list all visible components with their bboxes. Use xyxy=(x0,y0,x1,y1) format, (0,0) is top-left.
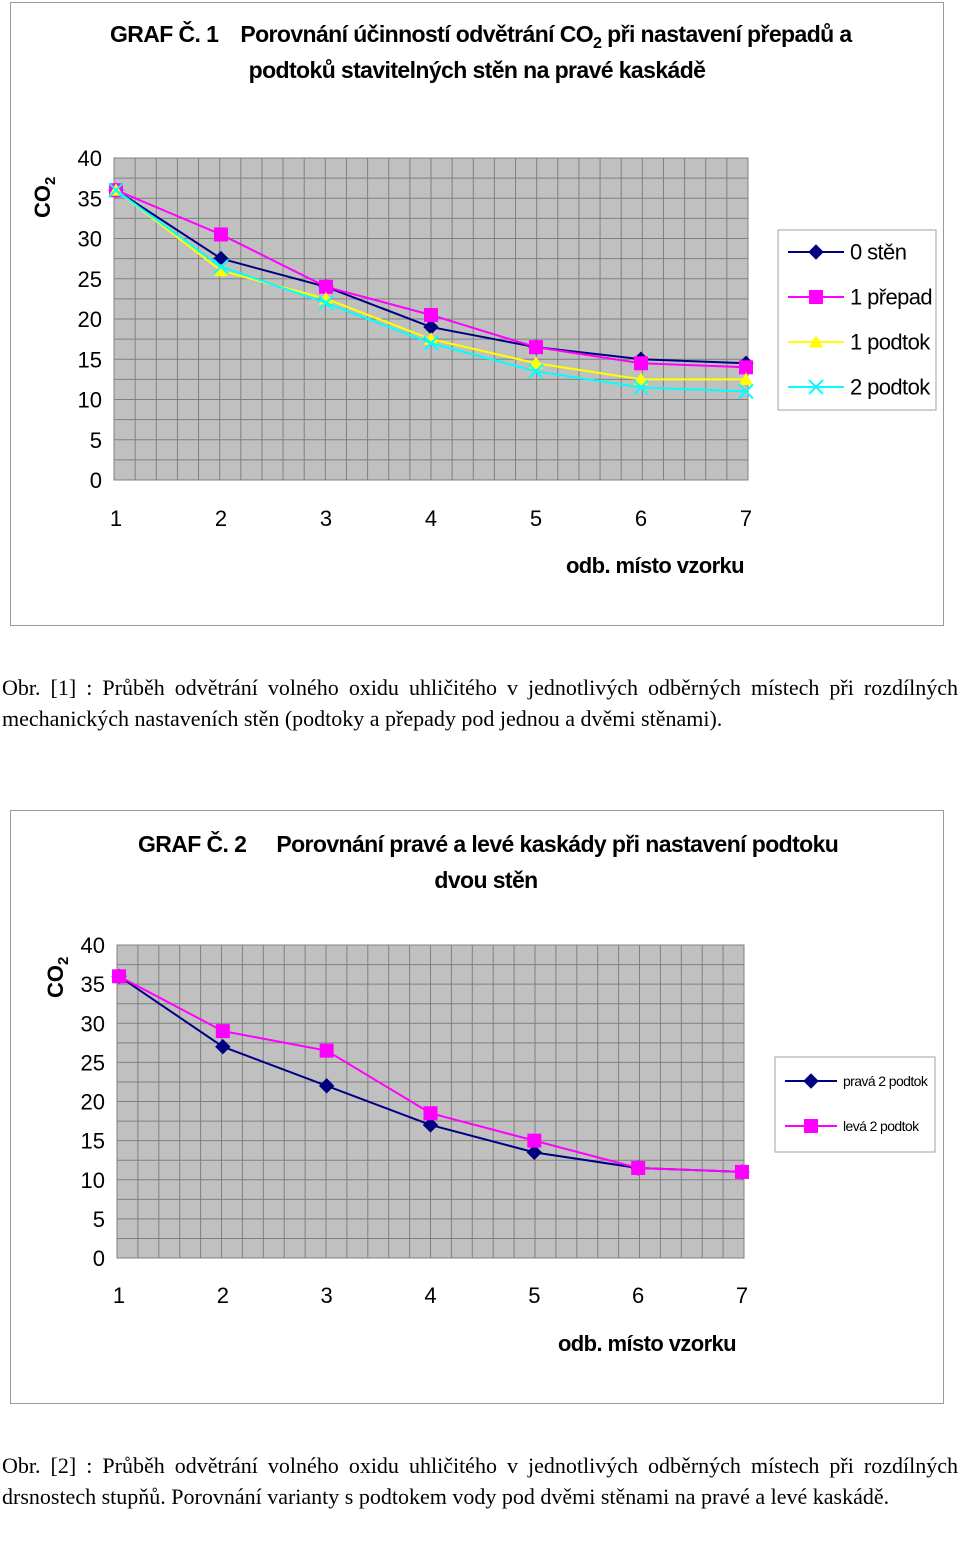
data-point-marker xyxy=(735,1165,749,1179)
caption-label: Obr. xyxy=(2,675,41,700)
x-axis-label: odb. místo vzorku xyxy=(557,1331,737,1356)
x-tick-label: 4 xyxy=(424,1283,437,1308)
x-tick-label: 5 xyxy=(529,506,543,531)
y-tick-label: 30 xyxy=(77,226,102,252)
x-tick-label: 2 xyxy=(216,1283,229,1308)
y-tick-label: 30 xyxy=(80,1011,105,1037)
y-tick-label: 10 xyxy=(80,1167,105,1193)
data-point-marker xyxy=(216,1024,230,1038)
y-tick-label: 40 xyxy=(77,146,102,171)
x-tick-label: 1 xyxy=(109,506,123,531)
x-tick-label: 5 xyxy=(528,1283,541,1308)
x-axis-label: odb. místo vzorku xyxy=(565,553,745,578)
figure-caption-2 xyxy=(2,1450,958,1512)
legend-label: 0 stěn xyxy=(850,239,907,265)
data-point-marker xyxy=(527,1134,541,1148)
legend-item xyxy=(785,1118,920,1134)
y-tick-label: 0 xyxy=(92,1246,105,1271)
legend-label: 2 podtok xyxy=(850,374,930,400)
y-tick-label: 35 xyxy=(80,972,105,998)
x-tick-label: 4 xyxy=(424,506,438,531)
y-tick-label: 15 xyxy=(77,347,102,373)
chart-title-main: Porovnání účinností odvětrání CO xyxy=(240,21,594,47)
chart-title-prefix: GRAF Č. 1 xyxy=(110,21,219,47)
x-tick-label: 3 xyxy=(319,506,333,531)
chart-title xyxy=(138,830,838,857)
y-tick-label: 20 xyxy=(77,307,102,332)
y-tick-label: 5 xyxy=(89,427,102,453)
legend-label: levá 2 podtok xyxy=(843,1117,919,1134)
caption-text: : Průběh odvětrání volného oxidu uhličitého v jednotlivých odběrných místech při rozdílných mechanických nastaveních stěn (podtoky a přepady pod jednou a dvěmi stěnami). xyxy=(2,675,958,731)
x-tick-label: 6 xyxy=(634,506,648,531)
y-tick-label: 40 xyxy=(80,933,105,958)
caption-label: Obr. xyxy=(2,1453,41,1478)
legend-label: 1 přepad xyxy=(850,284,933,310)
y-axis-label xyxy=(43,957,72,998)
caption-text: : Průběh odvětrání volného oxidu uhličitého v jednotlivých odběrných místech při rozdílných drsnostech stupňů. Porovnání varianty s podtokem vody pod dvěmi stěnami na pravé a levé kaskádě. xyxy=(2,1453,958,1509)
y-axis-label-main: CO xyxy=(43,965,68,998)
y-axis-label-main: CO xyxy=(30,185,55,218)
x-tick-label: 7 xyxy=(735,1283,749,1308)
legend-label: pravá 2 podtok xyxy=(843,1072,928,1089)
x-tick-label: 7 xyxy=(739,506,753,531)
chart-title-line-2: podtoků stavitelných stěn na pravé kaskádě xyxy=(248,57,706,83)
y-axis-label-subscript: 2 xyxy=(42,176,59,185)
x-tick-label: 1 xyxy=(112,1283,126,1308)
chart-title-rest: při nastavení přepadů a xyxy=(601,21,852,47)
legend-box xyxy=(775,1057,935,1152)
caption-ref: [1] xyxy=(50,675,77,700)
chart-title-main: Porovnání pravé a levé kaskády při nastavení podtoku xyxy=(276,831,839,857)
y-tick-label: 20 xyxy=(80,1089,105,1115)
chart-title-prefix: GRAF Č. 2 xyxy=(138,831,247,857)
caption-ref: [2] xyxy=(50,1453,77,1478)
chart-title-line-2: dvou stěn xyxy=(434,867,538,893)
y-tick-label: 15 xyxy=(80,1128,105,1154)
data-point-marker xyxy=(424,1106,438,1120)
figure-caption-1 xyxy=(2,672,958,734)
legend-label: 1 podtok xyxy=(850,329,930,355)
data-point-marker xyxy=(804,1119,818,1133)
y-tick-label: 35 xyxy=(77,186,102,212)
y-tick-label: 25 xyxy=(77,266,102,292)
x-tick-label: 6 xyxy=(632,1283,645,1308)
data-point-marker xyxy=(631,1161,645,1175)
x-tick-label: 3 xyxy=(320,1283,333,1308)
y-tick-label: 0 xyxy=(89,468,102,493)
legend xyxy=(775,1057,935,1152)
y-axis-label-subscript: 2 xyxy=(55,956,72,965)
y-tick-label: 5 xyxy=(92,1206,105,1232)
data-point-marker xyxy=(320,1044,334,1058)
y-tick-label: 10 xyxy=(77,387,102,413)
data-point-marker xyxy=(112,969,126,983)
x-tick-label: 2 xyxy=(214,506,228,531)
y-tick-label: 25 xyxy=(80,1050,105,1076)
chart-title-subscript: 2 xyxy=(593,34,602,52)
